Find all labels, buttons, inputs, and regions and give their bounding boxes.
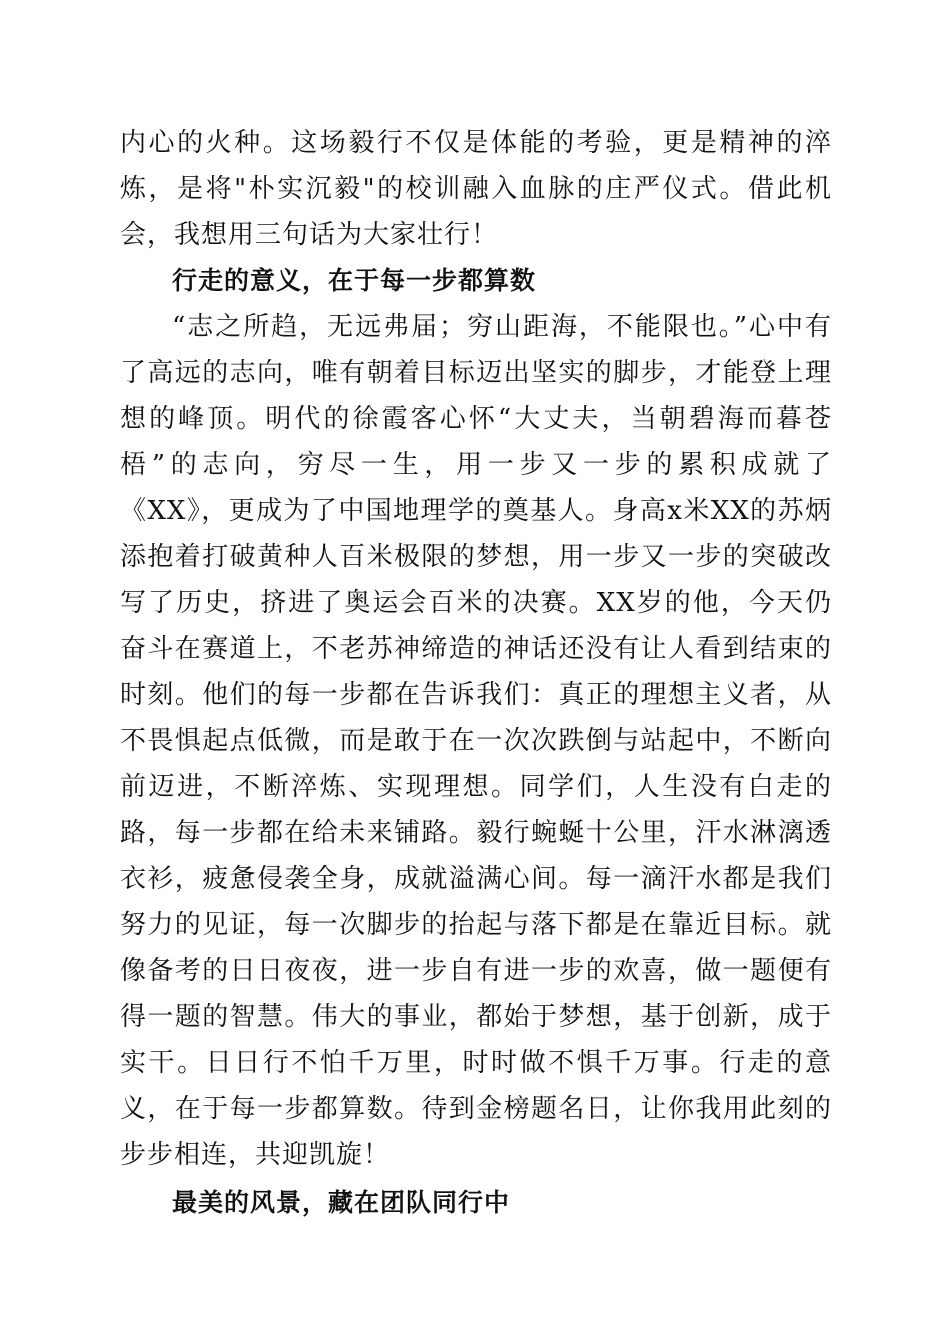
section-heading-team-scenery: 最美的风景，藏在团队同行中: [172, 1188, 511, 1217]
document-body: [120, 120, 832, 1226]
paragraph-continuation: 内心的火种。这场毅行不仅是体能的考验，更是精神的淬炼，是将"朴实沉毅"的校训融入血脉的庄严仪式。借此机会，我想用三句话为大家壮行！: [120, 128, 832, 250]
section-heading-walking-meaning: 行走的意义，在于每一步都算数: [172, 266, 537, 295]
paragraph-walking-meaning: “志之所趋，无远弗届；穷山距海，不能限也。”心中有了高远的志向，唯有朝着目标迈出坚实的脚步，才能登上理想的峰顶。明代的徐霞客心怀“大丈夫，当朝碧海而暮苍梧”的志向，穷尽一生，用一步又一步的累积成就了《XX》，更成为了中国地理学的奠基人。身高x米XX的苏炳添抱着打破黄种人百米极限的梦想，用一步又一步的突破改写了历史，挤进了奥运会百米的决赛。XX岁的他，今天仍奋斗在赛道上，不老苏神缔造的神话还没有让人看到结束的时刻。他们的每一步都在告诉我们：真正的理想主义者，从不畏惧起点低微，而是敢于在一次次跌倒与站起中，不断向前迈进，不断淬炼、实现理想。同学们，人生没有白走的路，每一步都在给未来铺路。毅行蜿蜒十公里，汗水淋漓透衣衫，疲惫侵袭全身，成就溢满心间。每一滴汗水都是我们努力的见证，每一次脚步的抬起与落下都是在靠近目标。就像备考的日日夜夜，进一步自有进一步的欢喜，做一题便有得一题的智慧。伟大的事业，都始于梦想，基于创新，成于实干。日日行不怕千万里，时时做不惧千万事。行走的意义，在于每一步都算数。待到金榜题名日，让你我用此刻的步步相连，共迎凯旋！: [120, 312, 832, 1170]
